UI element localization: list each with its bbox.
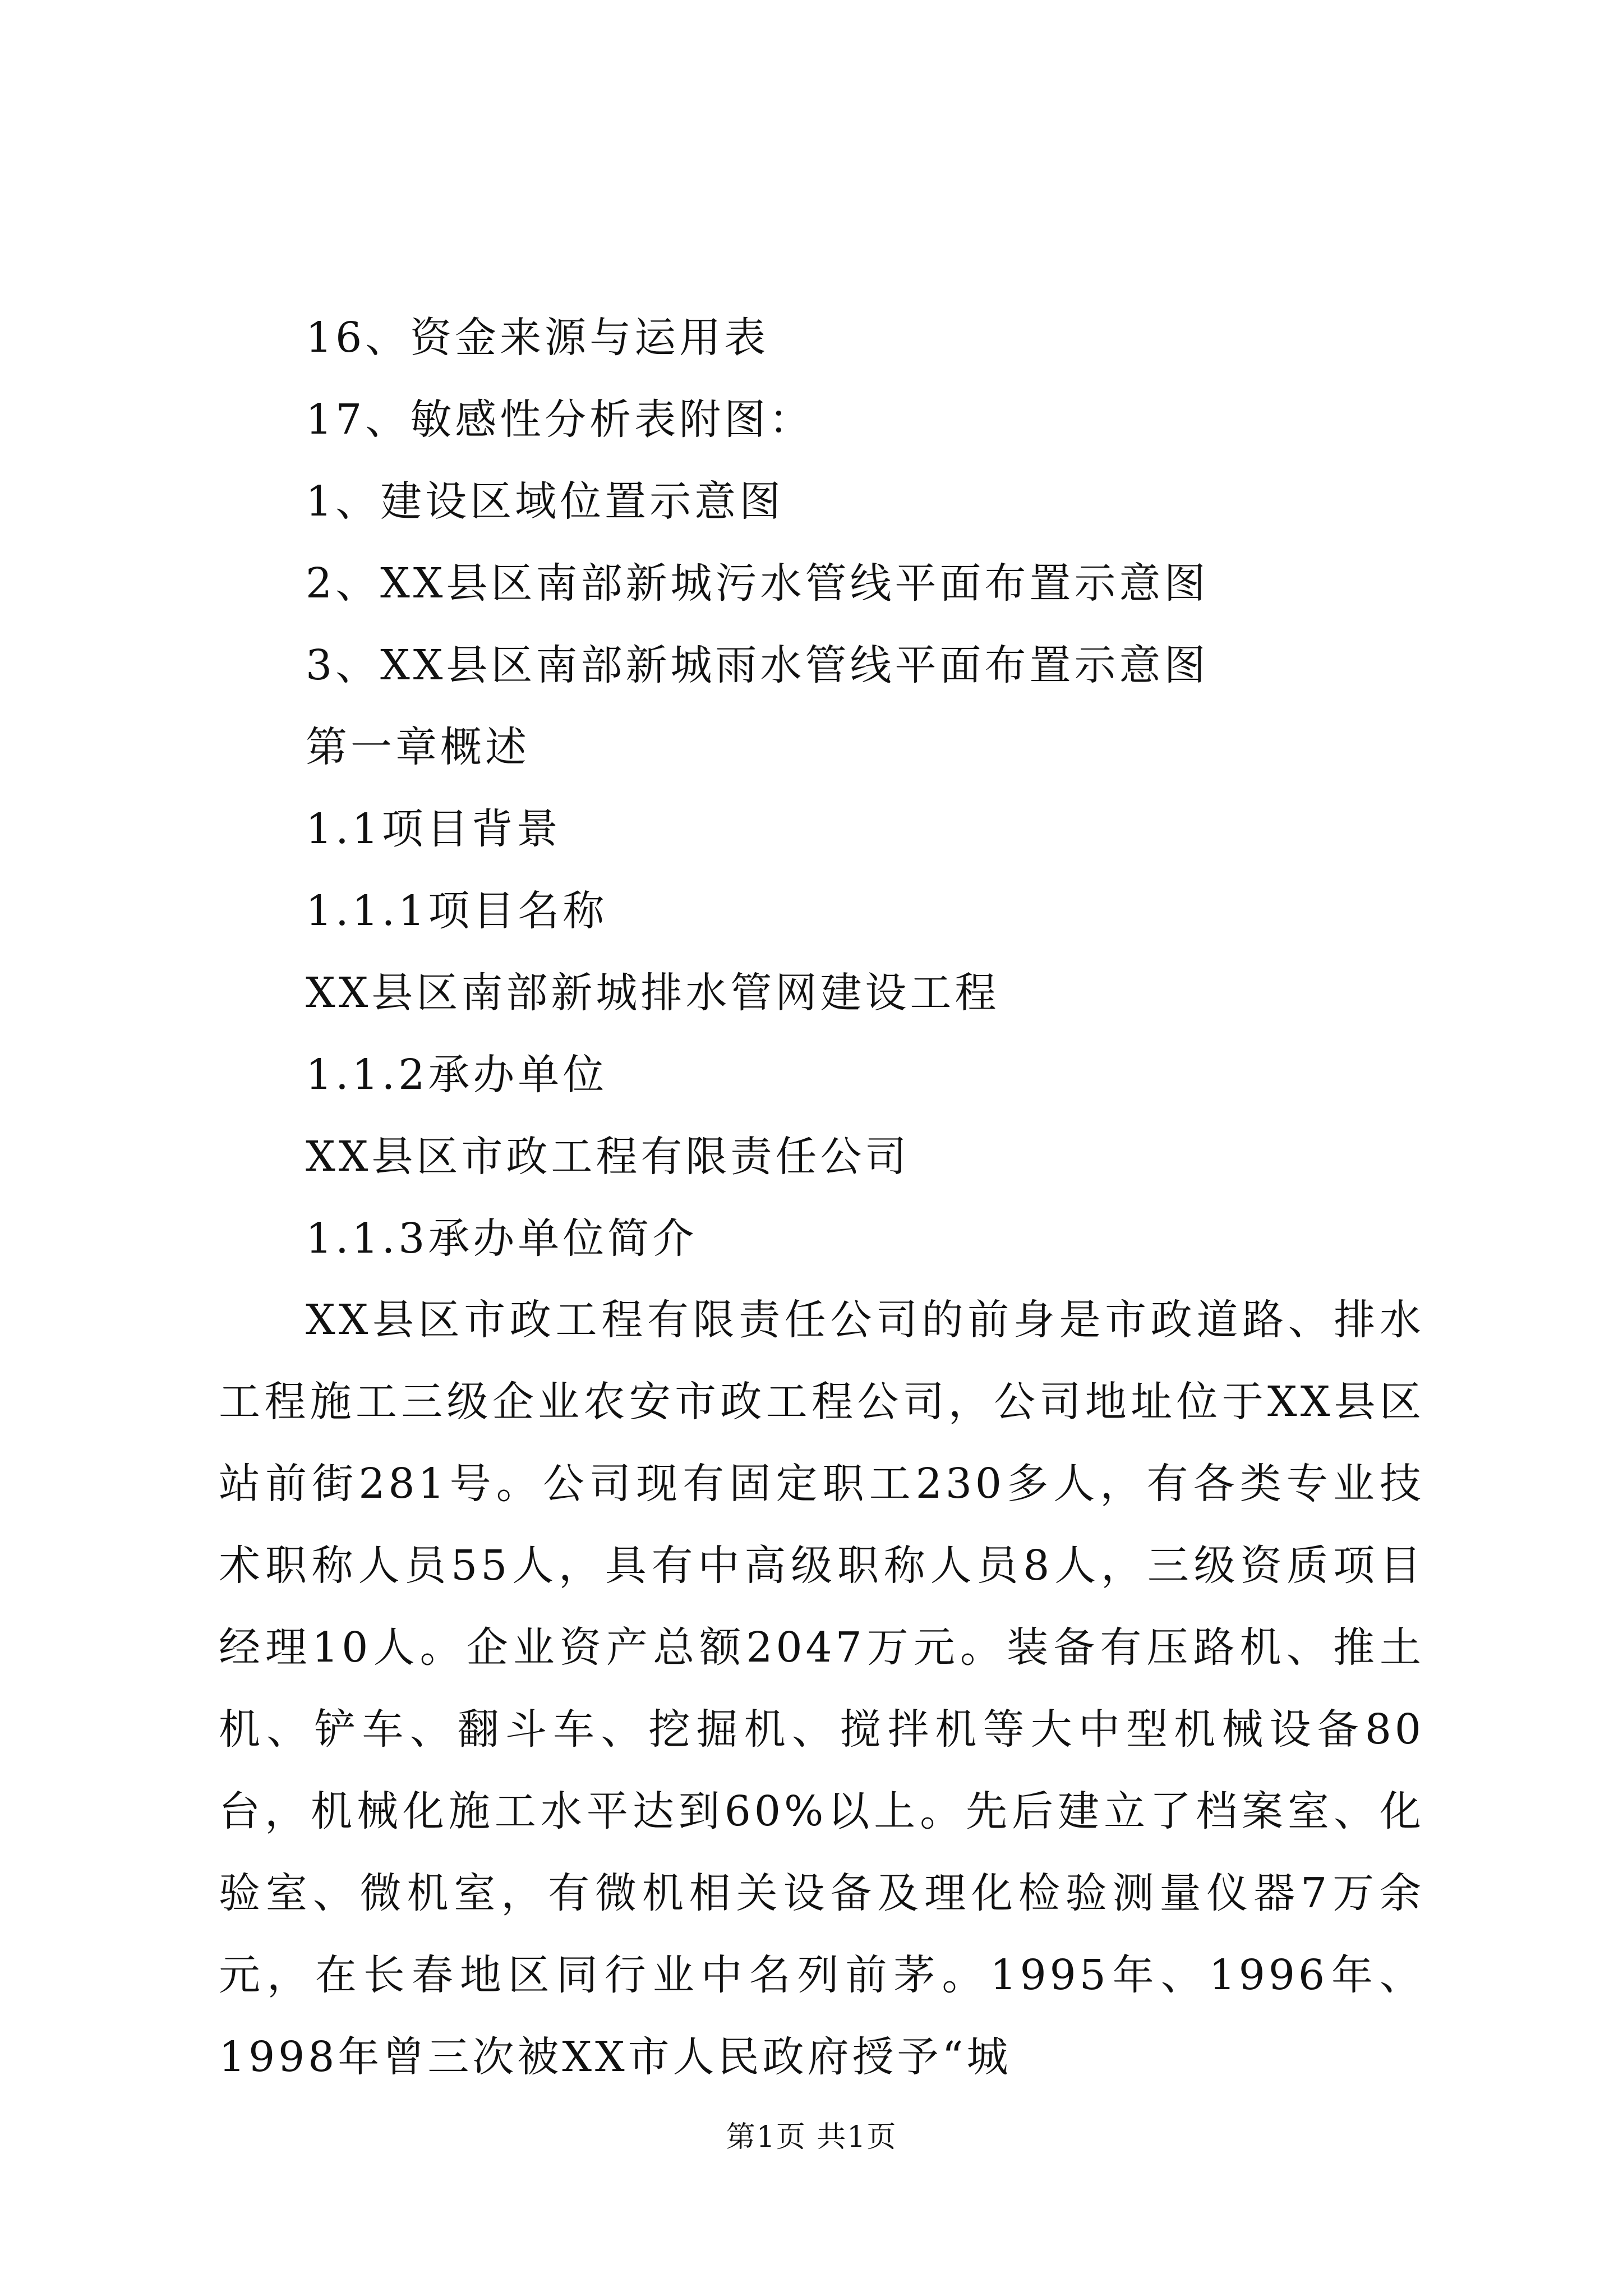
subsection-heading: 1.1.1项目名称 xyxy=(306,887,608,935)
paragraph-text: XX县区市政工程有限责任公司的前身是市政道路、排水工程施工三级企业农安市政工程公司，公司地址位于XX县区站前街281号。公司现有固定职工230多人，有各类专业技术职称人员55人，具有中高级职称人员8人，三级资质项目经理10人。企业资产总额2047万元。装备有压路机、推土机、铲车、翻斗车、挖掘机、搅拌机等大中型机械设备80台，机械化施工水平达到60%以上。先后建立了档案室、化验室、微机室，有微机相关设备及理化检验测量仪器7万余元，在长春地区同行业中名列前茅。1995年、1996年、1998年曾三次被XX市人民政府授予“城 xyxy=(219,1296,1424,2081)
text-line: 17、敏感性分析表附图： xyxy=(306,395,814,444)
section-heading: 1.1项目背景 xyxy=(306,805,561,853)
text-line: XX县区南部新城排水管网建设工程 xyxy=(306,969,1000,1017)
text-line: 1、建设区域位置示意图 xyxy=(306,477,785,526)
text-line: 3、XX县区南部新城雨水管线平面布置示意图 xyxy=(306,641,1209,689)
body-paragraph xyxy=(219,1279,1424,2098)
text-line: 2、XX县区南部新城污水管线平面布置示意图 xyxy=(306,559,1209,608)
text-line: 16、资金来源与运用表 xyxy=(306,314,769,362)
subsection-heading: 1.1.2承办单位 xyxy=(306,1051,608,1099)
chapter-heading: 第一章概述 xyxy=(306,723,530,771)
text-line: XX县区市政工程有限责任公司 xyxy=(306,1133,910,1181)
page-footer: 第1页 共1页 xyxy=(726,2120,897,2154)
subsection-heading: 1.1.3承办单位简介 xyxy=(306,1214,698,1263)
